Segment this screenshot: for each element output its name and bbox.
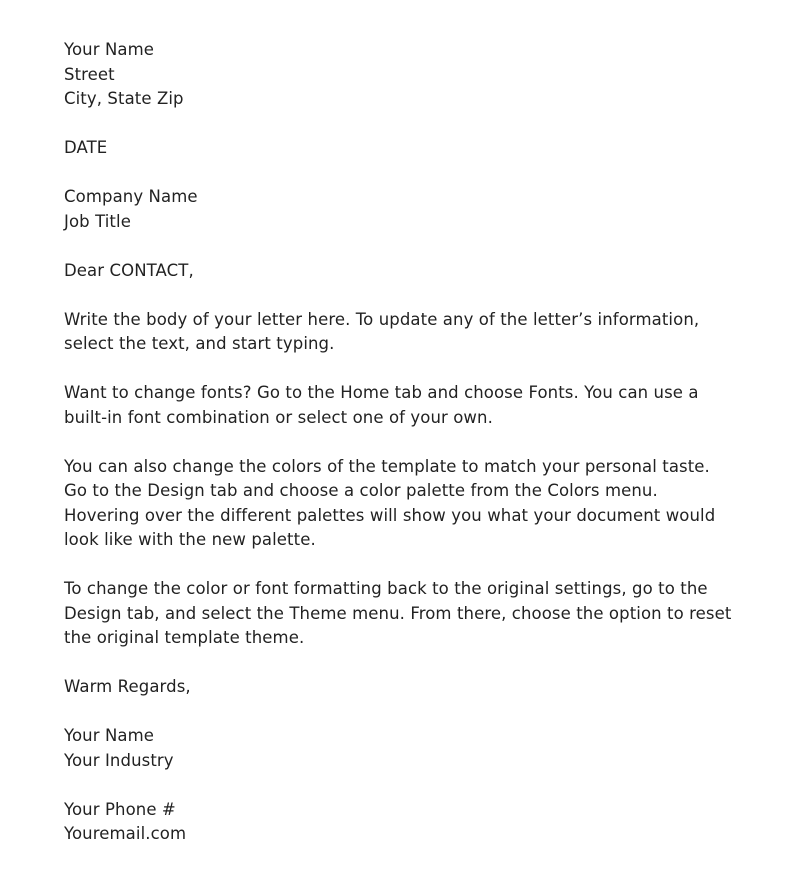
sender-city-state-zip: City, State Zip (64, 89, 184, 108)
paragraph-line: Hovering over the different palettes will show you what your document would (64, 505, 716, 525)
salutation-text: Dear CONTACT, (64, 260, 194, 280)
recipient-job-title: Job Title (64, 211, 131, 231)
paragraph-line: To change the color or font formatting back to the original settings, go to the (64, 579, 708, 598)
paragraph-line: built-in font combination or select one of your own. (64, 407, 493, 427)
paragraph-line: Want to change fonts? Go to the Home tab and choose Fonts. You can use a (64, 383, 699, 402)
body-paragraph-1 (64, 308, 764, 357)
paragraph-line: look like with the new palette. (64, 530, 316, 549)
salutation (64, 259, 764, 284)
contact-block (64, 798, 764, 847)
letter-document (64, 38, 764, 871)
body-paragraph-3 (64, 455, 764, 553)
paragraph-line: You can also change the colors of the template to match your personal taste. (64, 456, 710, 476)
closing-text: Warm Regards, (64, 677, 191, 696)
paragraph-line: Design tab, and select the Theme menu. From there, choose the option to reset (64, 603, 732, 623)
body-paragraph-2 (64, 381, 764, 430)
body-paragraph-4 (64, 577, 764, 651)
signature-industry: Your Industry (64, 750, 174, 770)
paragraph-line: select the text, and start typing. (64, 334, 335, 353)
contact-email: Youremail.com (64, 824, 187, 843)
sender-name: Your Name (64, 40, 155, 59)
date-text: DATE (64, 138, 108, 157)
sender-street: Street (64, 64, 115, 84)
sender-address (64, 38, 764, 112)
recipient-company: Company Name (64, 187, 198, 206)
closing (64, 675, 764, 700)
signature-name: Your Name (64, 726, 155, 745)
paragraph-line: Write the body of your letter here. To update any of the letter’s information, (64, 309, 700, 329)
paragraph-line: the original template theme. (64, 628, 305, 647)
letter-date (64, 136, 764, 161)
contact-phone: Your Phone # (64, 799, 176, 819)
signature-block (64, 724, 764, 773)
paragraph-line: Go to the Design tab and choose a color palette from the Colors menu. (64, 481, 658, 500)
recipient-address (64, 185, 764, 234)
